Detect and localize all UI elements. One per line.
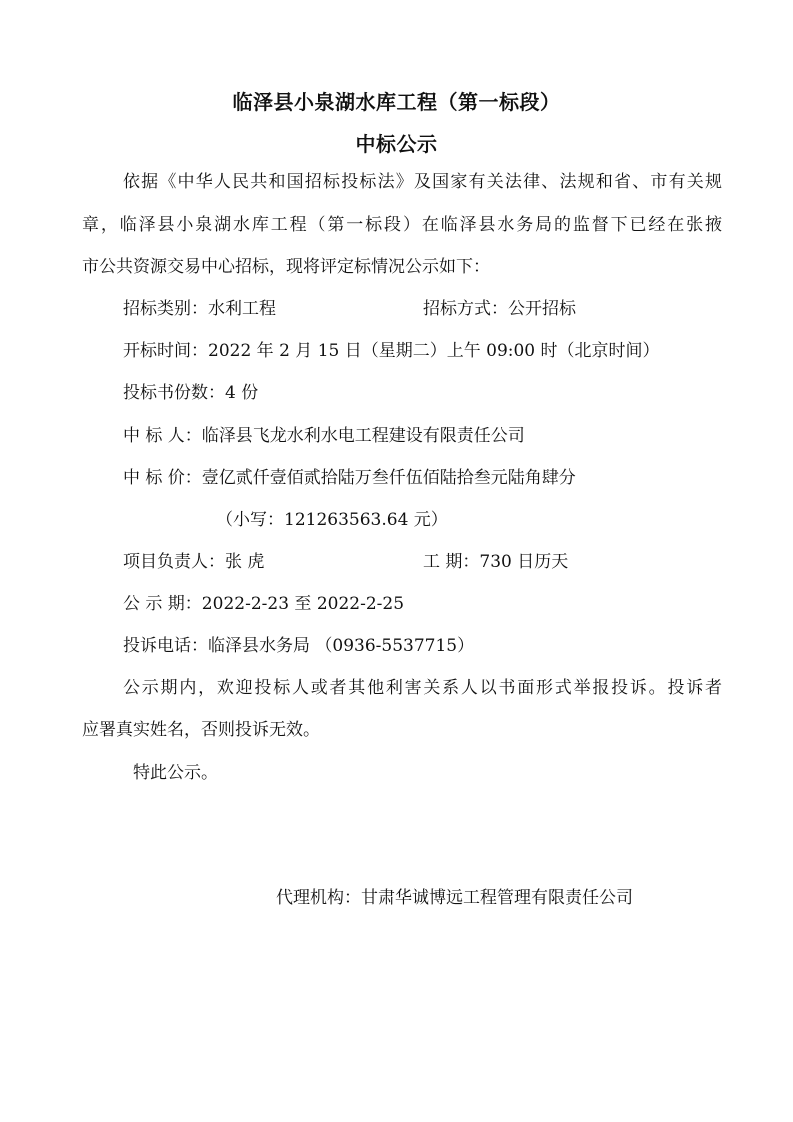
field-method: 招标方式：公开招标 <box>423 299 576 319</box>
field-period: 公 示 期：2022-2-23 至 2022-2-25 <box>123 594 405 614</box>
field-price: 中 标 价：壹亿贰仟壹佰贰拾陆万叁仟伍佰陆拾叁元陆角肆分 <box>123 468 576 488</box>
agency-signature: 代理机构：甘肃华诚博远工程管理有限责任公司 <box>276 888 633 908</box>
notice-line-2: 应署真实姓名，否则投诉无效。 <box>82 720 320 740</box>
field-complaint: 投诉电话：临泽县水务局 （0936-5537715） <box>123 636 475 656</box>
page-title: 临泽县小泉湖水库工程（第一标段） <box>232 90 561 114</box>
field-category: 招标类别：水利工程 <box>123 299 276 319</box>
field-manager: 项目负责人：张 虎 <box>123 552 265 572</box>
page-subtitle: 中标公示 <box>355 132 438 156</box>
field-duration: 工 期：730 日历天 <box>423 552 569 572</box>
field-price-small: （小写：121263563.64 元） <box>216 510 448 530</box>
notice-line-1: 公示期内，欢迎投标人或者其他利害关系人以书面形式举报投诉。投诉者 <box>123 678 722 698</box>
intro-line-1: 依据《中华人民共和国招标投标法》及国家有关法律、法规和省、市有关规 <box>123 172 722 192</box>
field-bid-count: 投标书份数：4 份 <box>123 383 259 403</box>
field-open-time: 开标时间：2022 年 2 月 15 日（星期二）上午 09:00 时（北京时间） <box>123 341 660 361</box>
field-winner: 中 标 人：临泽县飞龙水利水电工程建设有限责任公司 <box>123 426 525 446</box>
intro-line-2: 章，临泽县小泉湖水库工程（第一标段）在临泽县水务局的监督下已经在张掖 <box>82 215 722 235</box>
closing-text: 特此公示。 <box>133 763 218 783</box>
intro-line-3: 市公共资源交易中心招标，现将评定标情况公示如下： <box>82 257 490 277</box>
